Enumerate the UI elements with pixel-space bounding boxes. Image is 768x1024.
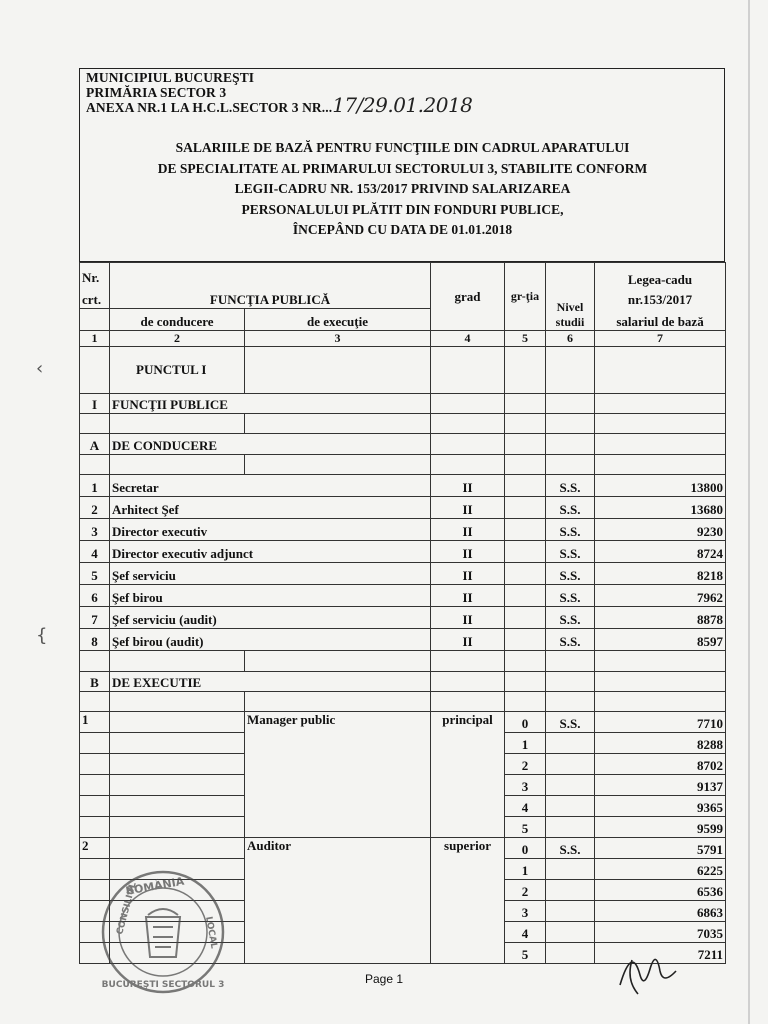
base-salary: 7211 [595, 943, 726, 964]
grade: II [431, 607, 505, 629]
base-salary: 9230 [595, 519, 726, 541]
grade: superior [431, 838, 505, 964]
function-name: Manager public [245, 712, 431, 838]
gradatie [505, 519, 546, 541]
function-name: Director executiv [110, 519, 245, 541]
gradatie: 1 [505, 859, 546, 880]
empty-cell [110, 796, 245, 817]
table-row [80, 475, 726, 497]
column-index: 4 [431, 331, 505, 347]
table-row [80, 838, 726, 859]
empty-cell [245, 607, 431, 629]
gradatie: 3 [505, 775, 546, 796]
base-salary: 8288 [595, 733, 726, 754]
row-number: 8 [80, 629, 110, 651]
title-line: ÎNCEPÂND CU DATA DE 01.01.2018 [292, 222, 513, 237]
gradatie [505, 563, 546, 585]
study-level: S.S. [546, 838, 595, 859]
row-number [80, 817, 110, 838]
col-header-functia: FUNCŢIA PUBLICĂ [110, 263, 431, 309]
section-number: I [80, 394, 110, 414]
section-number: A [80, 434, 110, 455]
gradatie: 1 [505, 733, 546, 754]
section-label: FUNCŢII PUBLICE [110, 394, 245, 414]
column-index-row [80, 331, 726, 347]
gradatie: 5 [505, 817, 546, 838]
study-level: S.S. [546, 519, 595, 541]
empty-cell [110, 838, 245, 859]
grade: II [431, 541, 505, 563]
section-row [80, 672, 726, 692]
signature [610, 940, 690, 1000]
row-number: 1 [80, 712, 110, 733]
grade: II [431, 497, 505, 519]
empty-cell [245, 563, 431, 585]
study-level [546, 880, 595, 901]
study-level: S.S. [546, 563, 595, 585]
grade: II [431, 475, 505, 497]
function-name: Şef birou (audit) [110, 629, 245, 651]
gradatie [505, 629, 546, 651]
function-name: Arhitect Şef [110, 497, 245, 519]
punctul-label: PUNCTUL I [110, 347, 245, 394]
gradatie [505, 585, 546, 607]
col-header-salariu: Legea-cadu nr.153/2017 salariul de bază [595, 263, 726, 331]
study-level [546, 754, 595, 775]
base-salary: 6225 [595, 859, 726, 880]
empty-cell [110, 733, 245, 754]
svg-text:CONSILIUL: CONSILIUL [115, 881, 139, 936]
base-salary: 9599 [595, 817, 726, 838]
col-header-executie: de execuţie [245, 309, 431, 331]
section-row [80, 394, 726, 414]
base-salary: 6536 [595, 880, 726, 901]
base-salary: 8724 [595, 541, 726, 563]
col-header-conducere: de conducere [110, 309, 245, 331]
row-number: 6 [80, 585, 110, 607]
study-level: S.S. [546, 607, 595, 629]
gradatie: 0 [505, 712, 546, 733]
gradatie [505, 497, 546, 519]
section-row [80, 434, 726, 455]
study-level: S.S. [546, 475, 595, 497]
col-header-nivel-studii: Nivel studii [546, 263, 595, 331]
empty-cell [245, 541, 431, 563]
table-row [80, 629, 726, 651]
col-header-gradatia: gr-ţia [505, 263, 546, 331]
study-level: S.S. [546, 585, 595, 607]
table-row [80, 497, 726, 519]
study-level [546, 901, 595, 922]
svg-text:BUCUREŞTI SECTORUL 3: BUCUREŞTI SECTORUL 3 [101, 980, 225, 990]
gradatie [505, 541, 546, 563]
table-row [80, 585, 726, 607]
study-level [546, 733, 595, 754]
title-line: DE SPECIALITATE AL PRIMARULUI SECTORULUI 3, STABILITE CONFORM [157, 160, 648, 176]
row-number: 4 [80, 541, 110, 563]
function-name: Şef serviciu [110, 563, 245, 585]
study-level: S.S. [546, 712, 595, 733]
annex-label: ANEXA NR.1 LA H.C.L.SECTOR 3 NR... [86, 100, 333, 115]
base-salary: 7035 [595, 922, 726, 943]
gradatie [505, 607, 546, 629]
col-header-nr: Nr. crt. [80, 263, 110, 309]
gradatie: 2 [505, 880, 546, 901]
grade: II [431, 519, 505, 541]
empty-cell [110, 817, 245, 838]
column-index: 3 [245, 331, 431, 347]
base-salary: 9365 [595, 796, 726, 817]
column-index: 2 [110, 331, 245, 347]
row-number [80, 733, 110, 754]
row-number: 7 [80, 607, 110, 629]
handwritten-decision-number: 17/29.01.2018 [332, 93, 473, 117]
study-level: S.S. [546, 629, 595, 651]
gradatie: 0 [505, 838, 546, 859]
function-name: Şef serviciu (audit) [110, 607, 245, 629]
grade: II [431, 629, 505, 651]
row-number: 1 [80, 475, 110, 497]
base-salary: 7962 [595, 585, 726, 607]
table-row [80, 541, 726, 563]
base-salary: 8878 [595, 607, 726, 629]
col-header-blank [80, 309, 110, 331]
punctul-row [80, 347, 726, 394]
header-city-hall: PRIMĂRIA SECTOR 3 [86, 85, 227, 100]
column-index: 6 [546, 331, 595, 347]
document-title [80, 138, 725, 241]
row-number [80, 775, 110, 796]
base-salary: 6863 [595, 901, 726, 922]
study-level: S.S. [546, 541, 595, 563]
function-name: Şef birou [110, 585, 245, 607]
spacer-row [80, 455, 726, 475]
grade: II [431, 563, 505, 585]
study-level [546, 922, 595, 943]
empty-cell [245, 519, 431, 541]
gradatie: 4 [505, 796, 546, 817]
margin-mark: ‹ [36, 358, 44, 379]
salary-table [79, 262, 726, 964]
base-salary: 8597 [595, 629, 726, 651]
table-header-row [80, 263, 726, 309]
margin-mark: { [36, 625, 48, 646]
gradatie: 3 [505, 901, 546, 922]
table-row [80, 712, 726, 733]
row-number: 5 [80, 563, 110, 585]
base-salary: 5791 [595, 838, 726, 859]
title-line: LEGII-CADRU NR. 153/2017 PRIVIND SALARIZAREA [234, 181, 571, 196]
svg-text:LOCAL: LOCAL [203, 915, 219, 950]
base-salary: 7710 [595, 712, 726, 733]
section-label: DE CONDUCERE [110, 434, 245, 455]
base-salary: 8218 [595, 563, 726, 585]
gradatie: 2 [505, 754, 546, 775]
row-number: 3 [80, 519, 110, 541]
study-level [546, 817, 595, 838]
study-level [546, 943, 595, 964]
scan-edge [748, 0, 750, 1024]
section-number: B [80, 672, 110, 692]
header-annex [86, 93, 473, 117]
spacer-row [80, 414, 726, 434]
column-index: 7 [595, 331, 726, 347]
gradatie: 4 [505, 922, 546, 943]
spacer-row [80, 651, 726, 672]
svg-text:ROMÂNIA: ROMÂNIA [124, 874, 186, 898]
empty-cell [245, 585, 431, 607]
function-name: Auditor [245, 838, 431, 964]
column-index: 5 [505, 331, 546, 347]
row-number: 2 [80, 497, 110, 519]
column-index: 1 [80, 331, 110, 347]
base-salary: 13800 [595, 475, 726, 497]
spacer-row [80, 692, 726, 712]
base-salary: 13680 [595, 497, 726, 519]
empty-cell [245, 497, 431, 519]
study-level [546, 796, 595, 817]
gradatie [505, 475, 546, 497]
row-number [80, 754, 110, 775]
page-number: Page 1 [364, 972, 404, 986]
function-name: Secretar [110, 475, 245, 497]
header-municipality: MUNICIPIUL BUCUREŞTI [86, 70, 255, 85]
base-salary: 8702 [595, 754, 726, 775]
empty-cell [110, 775, 245, 796]
table-row [80, 607, 726, 629]
function-name: Director executiv adjunct [110, 541, 245, 563]
title-line: PERSONALULUI PLĂTIT DIN FONDURI PUBLICE, [241, 201, 564, 217]
empty-cell [245, 629, 431, 651]
empty-cell [110, 712, 245, 733]
grade: principal [431, 712, 505, 838]
empty-cell [245, 475, 431, 497]
col-header-grad: grad [431, 263, 505, 331]
base-salary: 9137 [595, 775, 726, 796]
gradatie: 5 [505, 943, 546, 964]
row-number: 2 [80, 838, 110, 859]
title-line: SALARIILE DE BAZĂ PENTRU FUNCŢIILE DIN CADRUL APARATULUI [175, 140, 630, 155]
study-level: S.S. [546, 497, 595, 519]
table-row [80, 519, 726, 541]
grade: II [431, 585, 505, 607]
section-label: DE EXECUTIE [110, 672, 245, 692]
study-level [546, 859, 595, 880]
empty-cell [110, 754, 245, 775]
study-level [546, 775, 595, 796]
table-row [80, 563, 726, 585]
row-number [80, 796, 110, 817]
